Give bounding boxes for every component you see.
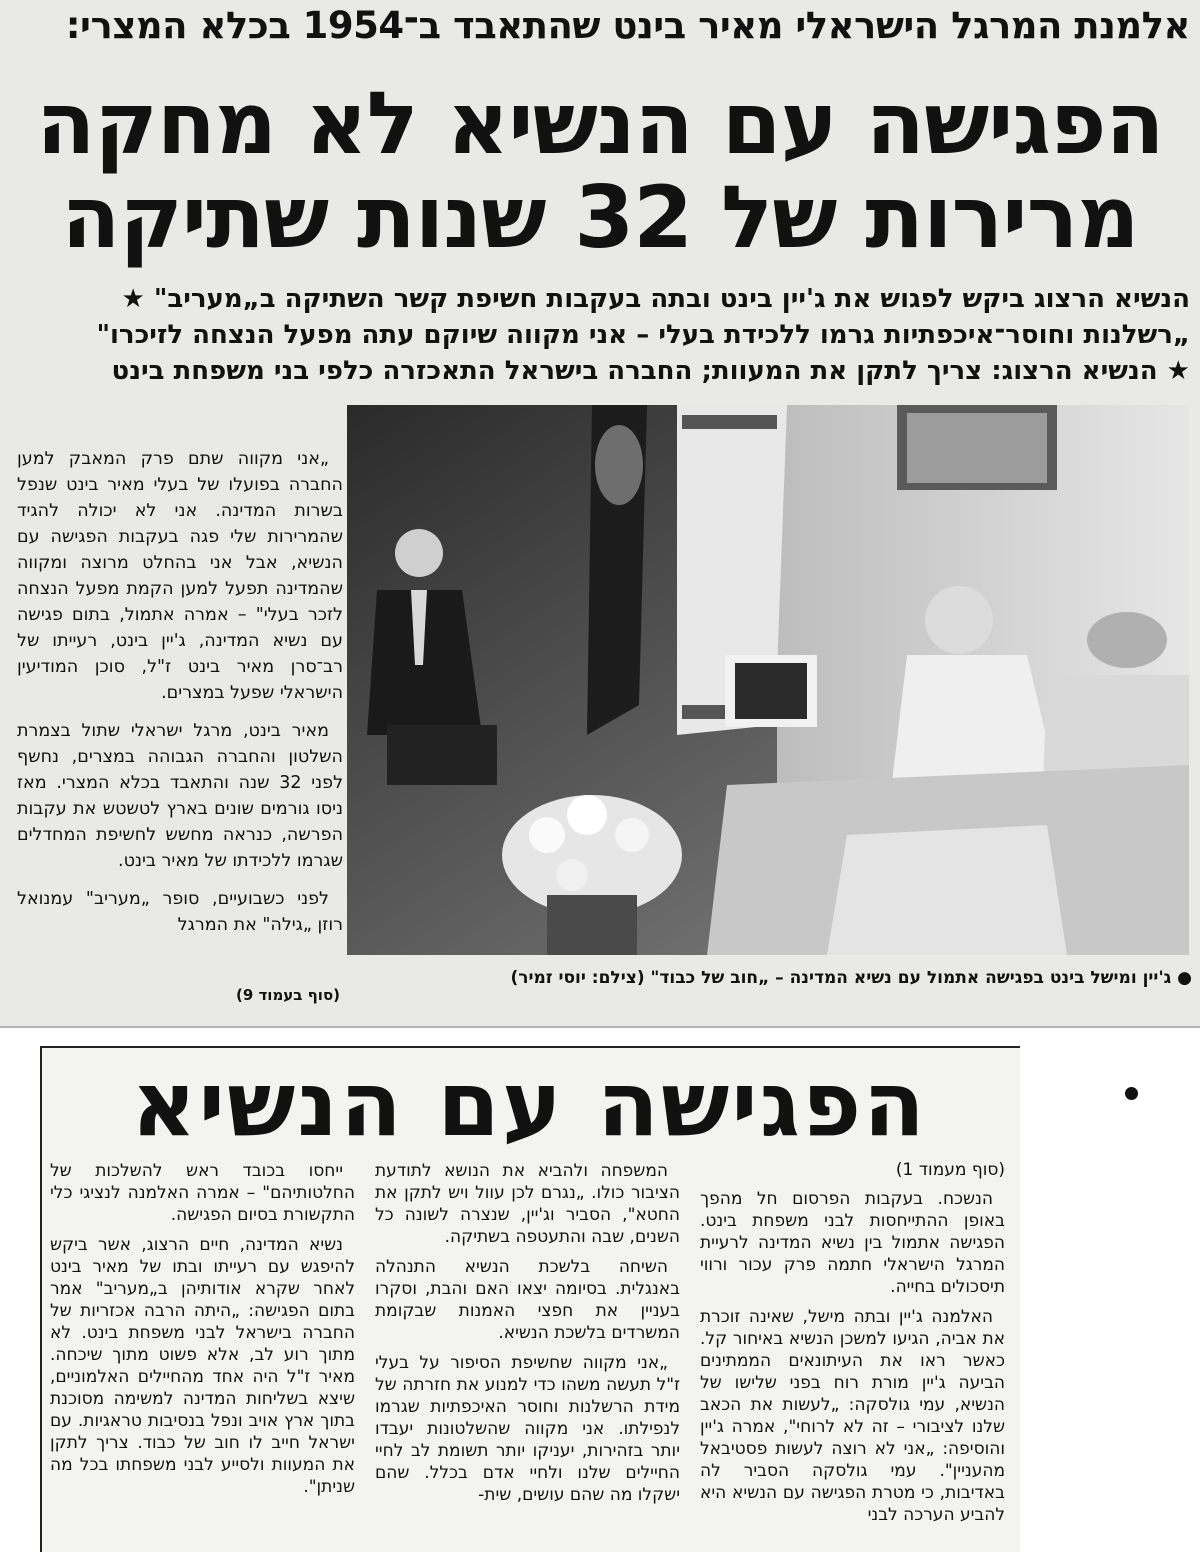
- article-paragraph: המשפחה ולהביא את הנושא לתודעת הציבור כולו. „נגרם לכן עוול ויש לתקן את החטא", הסביר וג'יין, שנצרה לשונה כל השנים, שבה והתעטפה בשתיקה.: [375, 1161, 680, 1247]
- headline-line-2: מרירות של 32 שנות שתיקה: [61, 168, 1139, 268]
- article-paragraph: האלמנה ג'יין ובתה מישל, שאינה זוכרת את אביה, הגיעו למשכן הנשיא באיחור קל. כאשר ראו את העיתונאים הממתינים הביעה ג'יין מורת רוח בפני שלישו של הנשיא, עמי גולסקה: „לעשות את הכאב שלנו לציבורי – זה לא לרוחי", אמרה ג'יין והוסיפה: „אני לא רוצה לעשות פסטיבאל מהעניין". עמי גולסקה הסביר לה באדיבות, כי מטרת הפגישה עם הנשיא היא להביע הערכה לבני: [700, 1307, 1005, 1525]
- article-paragraph: נשיא המדינה, חיים הרצוג, אשר ביקש להיפגש עם רעייתו ובתו של מאיר בינט לאחר שקרא אודותיהן ב„מעריב" אמר בתום הפגישה: „היתה הרבה אכזריות של החברה בישראל לבני משפחת בינט. לא מתוך רוע לב, אלא פשוט מתוך שיכחה. מאיר ז"ל היה אחד מהחיילים האלמוניים, שיצא בשליחות המדינה למשימה מסוכנת בתוך ארץ אויב ונפל בנסיבות טראגיות. עם ישראל חייב לו חוב של כבוד. צריך לתקן את המעוות ולסייע לבני משפחתו בכל מה שניתן".: [50, 1235, 355, 1497]
- subhead-1: הנשיא הרצוג ביקש לפגוש את ג'יין בינט ובתה בעקבות חשיפת קשר השתיקה ב„מעריב" ★: [121, 284, 1190, 314]
- article-paragraph: ייחסו בכובד ראש להשלכות של החלטותיהם" – אמרה האלמנה לנציגי כלי התקשורת בסיום הפגישה.: [50, 1161, 355, 1225]
- bottom-column-2: [375, 1160, 680, 1550]
- headline-line-1: הפגישה עם הנשיא לא מחקה: [36, 74, 1164, 174]
- article-paragraph: הנשכח. בעקבות הפרסום חל מהפך באופן ההתייחסות לבני משפחת בינט. הפגישה אתמול בין נשיא המדינה לרעיית המרגל הישראלי חתמה פרק עכור ורווי תיסכולים בחייה.: [700, 1189, 1005, 1297]
- bottom-column-3: [50, 1160, 355, 1550]
- article-column: [17, 446, 343, 1006]
- bullet-dot: [1125, 1087, 1138, 1100]
- photo-illustration: [347, 405, 1189, 955]
- continued-note: (סוף בעמוד 9): [235, 986, 340, 1004]
- article-paragraph: מאיר בינט, מרגל ישראלי שתול בצמרת השלטון והחברה הגבוהה במצרים, נחשף לפני 32 שנה והתאבד בכלא המצרי. מאז ניסו גורמים שונים בארץ לטשטש את עקבות הפרשה, כנראה מחשש לחשיפת המחדלים שגרמו ללכידתו של מאיר בינט.: [17, 721, 343, 871]
- article-paragraph: השיחה בלשכת הנשיא התנהלה באנגלית. בסיומה יצאו האם והבת, וסקרו בעניין את חפצי האמנות שבקומת המשרדים בלשכת הנשיא.: [375, 1257, 680, 1343]
- article-paragraph: לפני כשבועיים, סופר „מעריב" עמנואל רוזן „גילה" את המרגל: [17, 889, 343, 935]
- subhead-2: „רשלנות וחוסר־איכפתיות גרמו ללכידת בעלי – אני מקווה שיוקם עתה מפעל הנצחה לזיכרו": [96, 320, 1190, 350]
- kicker: אלמנת המרגל הישראלי מאיר בינט שהתאבד ב־1954 בכלא המצרי:: [65, 4, 1190, 47]
- news-photo: [347, 405, 1189, 955]
- photo-caption: ● ג'יין ומישל בינט בפגישה אתמול עם נשיא המדינה – „חוב של כבוד" (צילם: יוסי זמיר): [510, 968, 1192, 988]
- subhead-3: ★ הנשיא הרצוג: צריך לתקן את המעוות; החברה בישראל התאכזרה כלפי בני משפחת בינט: [111, 356, 1190, 386]
- bottom-headline: הפגישה עם הנשיא: [131, 1052, 927, 1157]
- article-paragraph: „אני מקווה שתם פרק המאבק למען החברה בפועלו של בעלי מאיר בינט שנפל בשרות המדינה. אני לא יכולה להגיד שהמרירות שלי פגה בעקבות הפגישה עם הנשיא, אבל אני בהחלט מרוצה ומקווה שהמדינה תפעל למען הקמת מפעל הנצחה לזכר בעלי" – אמרה אתמול, בתום פגישה עם נשיא המדינה, ג'יין בינט, רעייתו של רב־סרן מאיר בינט ז"ל, סוכן המודיעין הישראלי שפעל במצרים.: [17, 449, 343, 703]
- article-paragraph: „אני מקווה שחשיפת הסיפור על בעלי ז"ל תעשה משהו כדי למנוע את חזרתה של מידת הרשלנות וחוסר האיכפתיות שגרמו לנפילתו. אני מקווה שהשלטונות יעבדו יותר בזהירות, יעניקו יותר תשומת לב לחיי החיילים שלנו ולחיי אדם בכלל. שהם ישקלו מה שהם עושים, שית-: [375, 1353, 680, 1505]
- continued-from: (סוף מעמוד 1): [895, 1160, 1005, 1180]
- bottom-column-1: [700, 1188, 1005, 1550]
